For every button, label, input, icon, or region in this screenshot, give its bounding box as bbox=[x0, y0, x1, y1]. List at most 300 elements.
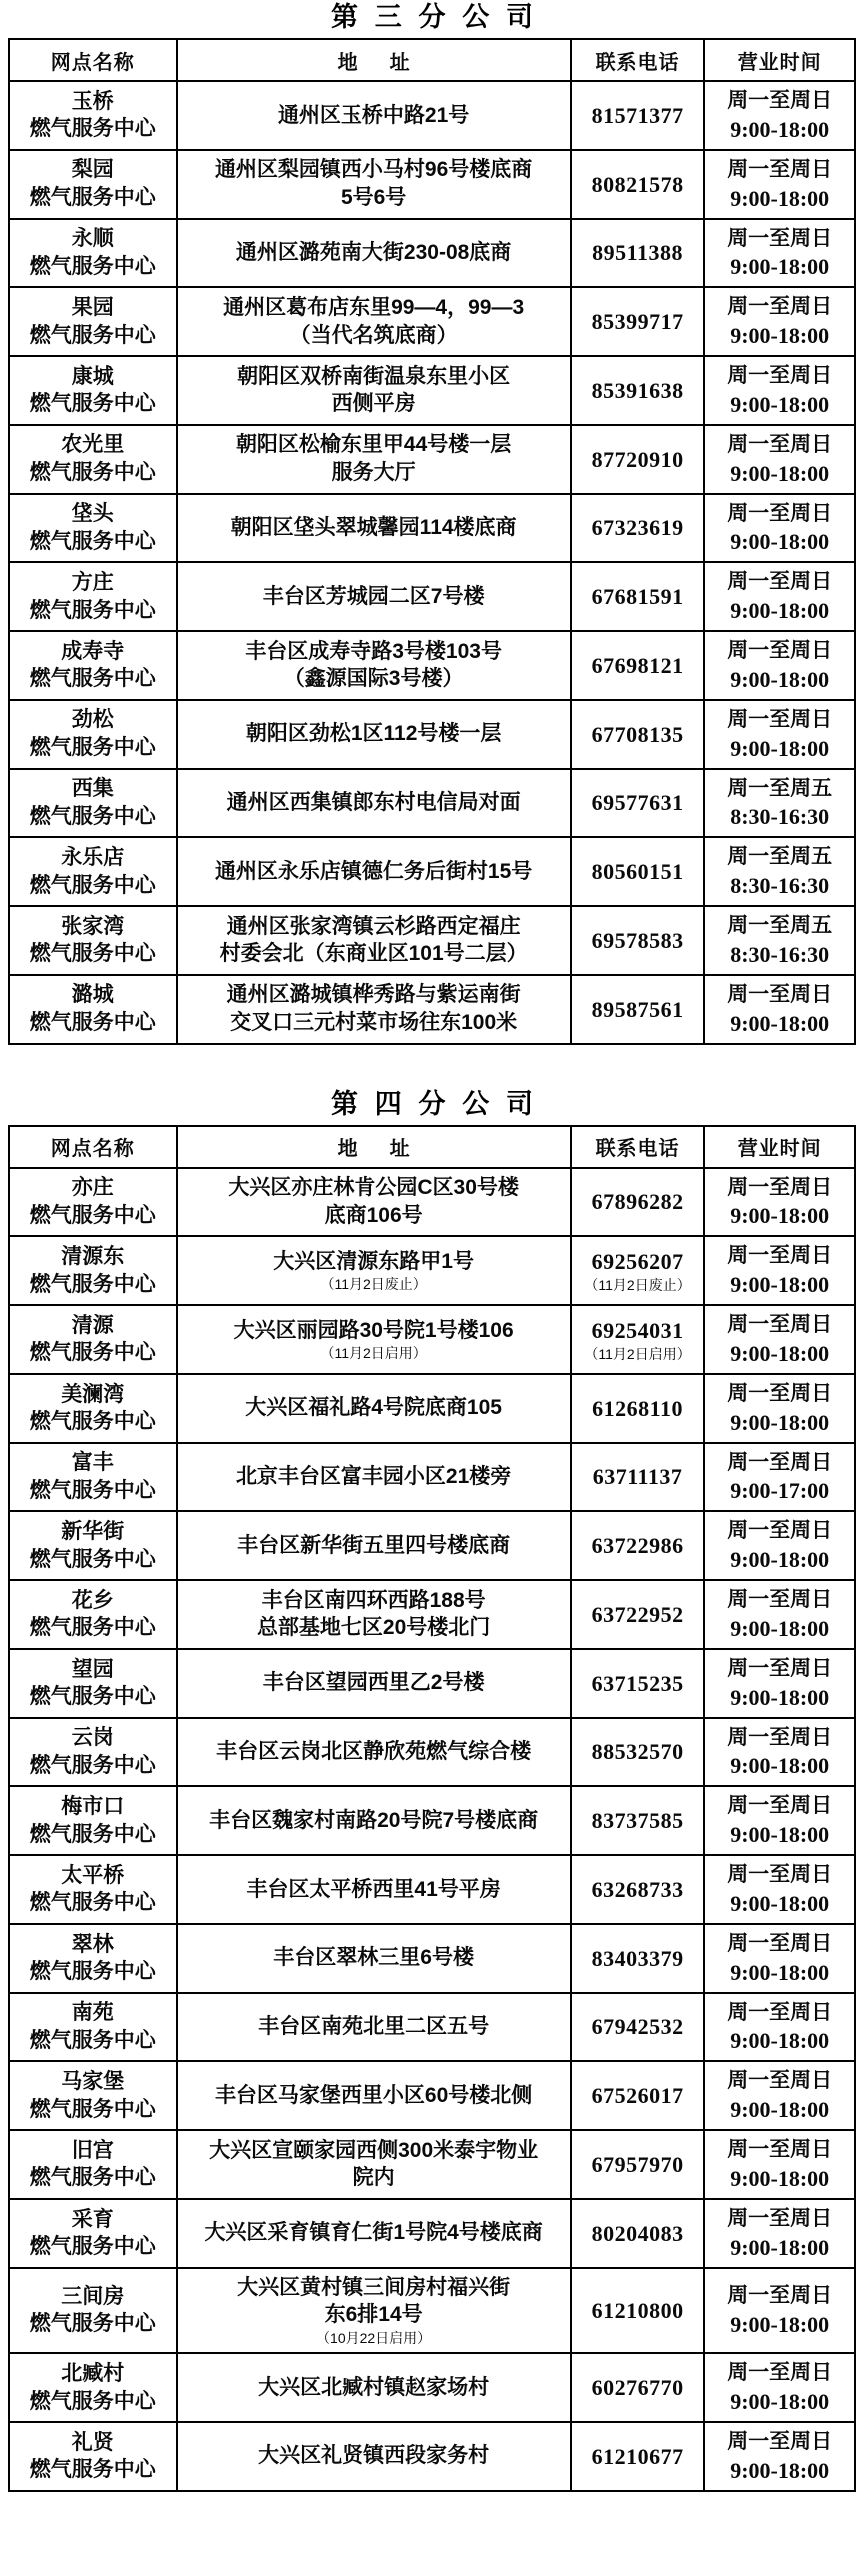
phone-number: 80821578 bbox=[591, 171, 684, 197]
site-name-suffix: 燃气服务中心 bbox=[29, 2235, 156, 2259]
site-name-suffix: 燃气服务中心 bbox=[29, 1341, 156, 1365]
site-name: 云岗 bbox=[71, 1726, 114, 1750]
site-name: 旧宫 bbox=[71, 2138, 114, 2162]
table-row bbox=[9, 700, 855, 769]
address-line: 通州区西集镇郎东村电信局对面 bbox=[226, 791, 521, 815]
table-row bbox=[9, 562, 855, 631]
phone-number: 83737585 bbox=[591, 1808, 684, 1834]
site-name: 新华街 bbox=[61, 1520, 125, 1543]
hours-days: 周一至周日 bbox=[727, 639, 833, 663]
hours-days: 周一至周日 bbox=[727, 295, 833, 319]
hours-cell bbox=[704, 631, 855, 700]
table-row bbox=[9, 2199, 855, 2268]
phone-number: 85391638 bbox=[591, 377, 684, 403]
address-line: 丰台区马家堡西里小区60号楼北侧 bbox=[214, 2083, 533, 2107]
address-line: 丰台区望园西里乙2号楼 bbox=[262, 1671, 485, 1695]
address-cell bbox=[177, 1374, 571, 1443]
hours-cell bbox=[704, 1993, 855, 2062]
site-name-cell bbox=[9, 631, 177, 700]
phone-number: 67526017 bbox=[591, 2083, 684, 2109]
phone-cell bbox=[571, 1511, 705, 1580]
site-name-cell bbox=[9, 219, 177, 288]
table-row bbox=[9, 2422, 855, 2491]
phone-cell bbox=[571, 2353, 705, 2422]
hours-time: 9:00-18:00 bbox=[730, 1615, 830, 1641]
phone-cell bbox=[571, 906, 705, 975]
hours-cell bbox=[704, 975, 855, 1044]
hours-days: 周一至周日 bbox=[727, 157, 833, 181]
site-name: 果园 bbox=[71, 295, 114, 319]
branch3-section bbox=[8, 2, 856, 1045]
hours-time: 9:00-18:00 bbox=[730, 1272, 830, 1298]
address-cell bbox=[177, 1236, 571, 1305]
site-name-suffix: 燃气服务中心 bbox=[29, 1753, 156, 1777]
hours-time: 9:00-18:00 bbox=[730, 1409, 830, 1435]
address-line: 大兴区采育镇育仁街1号院4号楼底商 bbox=[204, 2221, 543, 2245]
site-name-suffix: 燃气服务中心 bbox=[29, 2028, 156, 2052]
hours-cell bbox=[704, 2061, 855, 2130]
phone-number: 87720910 bbox=[591, 446, 684, 472]
site-name-cell bbox=[9, 1718, 177, 1787]
hours-time: 9:00-18:00 bbox=[730, 1010, 830, 1036]
site-name-cell bbox=[9, 1443, 177, 1512]
address-line: 朝阳区垡头翠城馨园114楼底商 bbox=[230, 516, 517, 540]
hours-days: 周一至周日 bbox=[727, 1794, 833, 1818]
hours-cell bbox=[704, 837, 855, 906]
site-name: 采育 bbox=[71, 2207, 114, 2231]
hours-time: 8:30-16:30 bbox=[730, 804, 830, 830]
site-name-suffix: 燃气服务中心 bbox=[29, 1685, 156, 1709]
phone-number: 63711137 bbox=[592, 1464, 683, 1490]
col-header-site-name: 网点名称 bbox=[9, 1126, 177, 1168]
site-name-suffix: 燃气服务中心 bbox=[29, 323, 156, 347]
hours-cell bbox=[704, 1511, 855, 1580]
site-name-cell bbox=[9, 562, 177, 631]
address-cell bbox=[177, 1649, 571, 1718]
site-name-suffix: 燃气服务中心 bbox=[29, 392, 156, 416]
phone-number: 67957970 bbox=[591, 2151, 684, 2177]
address-note: （11月2日启用） bbox=[320, 1345, 427, 1362]
site-name: 永顺 bbox=[71, 227, 114, 251]
site-name-cell bbox=[9, 2353, 177, 2422]
hours-days: 周一至周日 bbox=[727, 2284, 833, 2308]
phone-cell bbox=[571, 1718, 705, 1787]
table-row bbox=[9, 150, 855, 219]
address-line: 大兴区清源东路甲1号 bbox=[273, 1249, 474, 1273]
address-cell bbox=[177, 494, 571, 563]
header-row bbox=[9, 39, 855, 81]
address-line: 北京丰台区富丰园小区21楼旁 bbox=[235, 1465, 512, 1489]
site-name-suffix: 燃气服务中心 bbox=[29, 1891, 156, 1915]
phone-number: 88532570 bbox=[591, 1739, 684, 1765]
hours-time: 9:00-18:00 bbox=[730, 1959, 830, 1985]
site-name-suffix: 燃气服务中心 bbox=[29, 2166, 156, 2190]
site-name-suffix: 燃气服务中心 bbox=[29, 2097, 156, 2121]
table-row bbox=[9, 906, 855, 975]
site-name: 清源东 bbox=[61, 1245, 125, 1268]
site-name-suffix: 燃气服务中心 bbox=[29, 1616, 156, 1640]
site-name: 梨园 bbox=[71, 158, 114, 182]
site-name-suffix: 燃气服务中心 bbox=[29, 804, 156, 828]
table-row bbox=[9, 1855, 855, 1924]
table-row bbox=[9, 2061, 855, 2130]
hours-cell bbox=[704, 1580, 855, 1649]
site-name: 三间房 bbox=[61, 2284, 125, 2308]
hours-time: 9:00-18:00 bbox=[730, 254, 830, 280]
phone-note: （11月2日启用） bbox=[584, 1345, 691, 1362]
site-name: 亦庄 bbox=[71, 1176, 114, 1200]
address-cell bbox=[177, 700, 571, 769]
phone-cell bbox=[571, 1374, 705, 1443]
address-line: 通州区玉桥中路21号 bbox=[277, 103, 470, 127]
address-line: 大兴区北臧村镇赵家场村 bbox=[258, 2375, 490, 2399]
phone-number: 67681591 bbox=[591, 584, 684, 610]
site-name-suffix: 燃气服务中心 bbox=[29, 2389, 156, 2413]
phone-number: 61210677 bbox=[591, 2443, 684, 2469]
hours-cell bbox=[704, 1305, 855, 1374]
site-name-cell bbox=[9, 2422, 177, 2491]
hours-cell bbox=[704, 2422, 855, 2491]
phone-cell bbox=[571, 562, 705, 631]
phone-number: 89587561 bbox=[591, 996, 684, 1022]
phone-number: 63268733 bbox=[591, 1876, 684, 1902]
site-name: 富丰 bbox=[71, 1451, 114, 1475]
phone-number: 60276770 bbox=[591, 2375, 684, 2401]
site-name: 垡头 bbox=[71, 502, 114, 526]
hours-time: 9:00-18:00 bbox=[730, 185, 830, 211]
phone-cell bbox=[571, 975, 705, 1044]
hours-cell bbox=[704, 287, 855, 356]
address-line: 丰台区太平桥西里41号平房 bbox=[246, 1877, 501, 1901]
hours-cell bbox=[704, 2268, 855, 2354]
site-name-cell bbox=[9, 906, 177, 975]
col-header-hours: 营业时间 bbox=[704, 1126, 855, 1168]
table-row bbox=[9, 81, 855, 150]
hours-cell bbox=[704, 356, 855, 425]
hours-time: 9:00-18:00 bbox=[730, 2097, 830, 2123]
phone-cell bbox=[571, 1236, 705, 1305]
phone-cell bbox=[571, 2268, 705, 2354]
address-line: 朝阳区松榆东里甲44号楼一层 bbox=[235, 433, 512, 457]
hours-days: 周一至周日 bbox=[727, 1244, 833, 1268]
address-line: 大兴区礼贤镇西段家务村 bbox=[258, 2444, 490, 2468]
address-line: 总部基地七区20号楼北门 bbox=[256, 1616, 491, 1640]
site-name-suffix: 燃气服务中心 bbox=[29, 1960, 156, 1984]
col-header-address: 地址 bbox=[177, 39, 571, 81]
address-line: 院内 bbox=[352, 2166, 395, 2190]
table-row bbox=[9, 2130, 855, 2199]
hours-days: 周一至周日 bbox=[727, 1656, 833, 1680]
table-row bbox=[9, 356, 855, 425]
site-name-cell bbox=[9, 81, 177, 150]
address-cell bbox=[177, 81, 571, 150]
hours-time: 9:00-18:00 bbox=[730, 2311, 830, 2337]
address-cell bbox=[177, 769, 571, 838]
col-header-site-name: 网点名称 bbox=[9, 39, 177, 81]
phone-number: 63722952 bbox=[591, 1601, 684, 1627]
address-cell bbox=[177, 1443, 571, 1512]
hours-cell bbox=[704, 769, 855, 838]
table-row bbox=[9, 287, 855, 356]
site-name-suffix: 燃气服务中心 bbox=[29, 1203, 156, 1227]
hours-days: 周一至周日 bbox=[727, 2138, 833, 2162]
site-name: 潞城 bbox=[71, 983, 114, 1007]
site-name: 玉桥 bbox=[71, 89, 114, 113]
phone-cell bbox=[571, 2422, 705, 2491]
table-row bbox=[9, 1580, 855, 1649]
site-name-suffix: 燃气服务中心 bbox=[29, 873, 156, 897]
address-line: 通州区梨园镇西小马村96号楼底商 bbox=[214, 158, 533, 182]
hours-time: 9:00-18:00 bbox=[730, 460, 830, 486]
hours-days: 周一至周日 bbox=[727, 1381, 833, 1405]
site-name-suffix: 燃气服务中心 bbox=[29, 186, 156, 210]
hours-time: 9:00-18:00 bbox=[730, 2457, 830, 2483]
site-name: 康城 bbox=[71, 364, 114, 388]
hours-cell bbox=[704, 562, 855, 631]
table-row bbox=[9, 1443, 855, 1512]
phone-number: 69254031 bbox=[591, 1317, 684, 1343]
hours-cell bbox=[704, 425, 855, 494]
table-row bbox=[9, 1786, 855, 1855]
phone-number: 80204083 bbox=[591, 2220, 684, 2246]
branch3-title: 第三分公司 bbox=[331, 2, 550, 32]
address-line: 丰台区魏家村南路20号院7号楼底商 bbox=[209, 1808, 539, 1832]
hours-days: 周一至周日 bbox=[727, 2206, 833, 2230]
phone-number: 85399717 bbox=[591, 309, 684, 335]
phone-cell bbox=[571, 700, 705, 769]
col-header-phone: 联系电话 bbox=[571, 1126, 705, 1168]
hours-time: 9:00-18:00 bbox=[730, 2388, 830, 2414]
phone-number: 81571377 bbox=[591, 102, 684, 128]
phone-number: 69578583 bbox=[591, 927, 684, 953]
address-line: 大兴区福礼路4号院底商105 bbox=[245, 1396, 502, 1420]
address-line: 丰台区南苑北里二区五号 bbox=[258, 2015, 490, 2039]
site-name: 北臧村 bbox=[61, 2361, 125, 2385]
address-line: 东6排14号 bbox=[324, 2303, 423, 2327]
hours-days: 周一至周日 bbox=[727, 1175, 833, 1199]
address-line: 大兴区黄村镇三间房村福兴街 bbox=[237, 2275, 511, 2299]
site-name: 马家堡 bbox=[61, 2070, 125, 2093]
phone-number: 80560151 bbox=[591, 859, 684, 885]
phone-number: 63722986 bbox=[591, 1533, 684, 1559]
site-name: 农光里 bbox=[61, 433, 125, 457]
site-name-cell bbox=[9, 1993, 177, 2062]
phone-number: 63715235 bbox=[591, 1670, 684, 1696]
hours-cell bbox=[704, 1236, 855, 1305]
address-cell bbox=[177, 1305, 571, 1374]
site-name: 望园 bbox=[71, 1657, 114, 1681]
address-line: 朝阳区劲松1区112号楼一层 bbox=[245, 722, 502, 746]
branch3-table bbox=[8, 38, 856, 1045]
hours-time: 8:30-16:30 bbox=[730, 941, 830, 967]
address-cell bbox=[177, 287, 571, 356]
address-line: （鑫源国际3号楼） bbox=[283, 667, 464, 691]
hours-time: 9:00-18:00 bbox=[730, 1203, 830, 1229]
phone-number: 67942532 bbox=[591, 2014, 684, 2040]
col-header-phone: 联系电话 bbox=[571, 39, 705, 81]
table-row bbox=[9, 1993, 855, 2062]
site-name-suffix: 燃气服务中心 bbox=[29, 1822, 156, 1846]
address-line: 底商106号 bbox=[324, 1203, 423, 1227]
address-line: 西侧平房 bbox=[331, 392, 416, 416]
address-line: 通州区潞苑南大街230-08底商 bbox=[235, 241, 512, 265]
hours-days: 周一至周日 bbox=[727, 432, 833, 456]
header-row bbox=[9, 1126, 855, 1168]
branch4-table-body bbox=[9, 1168, 855, 2491]
hours-cell bbox=[704, 1855, 855, 1924]
address-cell bbox=[177, 1511, 571, 1580]
hours-days: 周一至周日 bbox=[727, 1313, 833, 1337]
phone-cell bbox=[571, 494, 705, 563]
phone-cell bbox=[571, 1649, 705, 1718]
table-row bbox=[9, 494, 855, 563]
site-name-cell bbox=[9, 1855, 177, 1924]
phone-cell bbox=[571, 219, 705, 288]
site-name-suffix: 燃气服务中心 bbox=[29, 1410, 156, 1434]
phone-cell bbox=[571, 150, 705, 219]
phone-number: 67323619 bbox=[591, 515, 684, 541]
phone-cell bbox=[571, 1305, 705, 1374]
table-row bbox=[9, 1924, 855, 1993]
site-name-cell bbox=[9, 1374, 177, 1443]
phone-number: 69256207 bbox=[591, 1249, 684, 1275]
address-line: 通州区潞城镇桦秀路与紫运南街 bbox=[226, 983, 521, 1007]
hours-days: 周一至周日 bbox=[727, 501, 833, 525]
hours-days: 周一至周五 bbox=[727, 776, 833, 800]
phone-number: 61268110 bbox=[592, 1395, 683, 1421]
branch3-table-head bbox=[9, 39, 855, 81]
address-cell bbox=[177, 1718, 571, 1787]
hours-time: 9:00-18:00 bbox=[730, 598, 830, 624]
hours-time: 9:00-18:00 bbox=[730, 2234, 830, 2260]
address-cell bbox=[177, 356, 571, 425]
address-line: 通州区张家湾镇云杉路西定福庄 bbox=[226, 914, 521, 938]
address-cell bbox=[177, 562, 571, 631]
table-row bbox=[9, 1168, 855, 1237]
phone-cell bbox=[571, 2130, 705, 2199]
site-name-suffix: 燃气服务中心 bbox=[29, 598, 156, 622]
site-name-cell bbox=[9, 1786, 177, 1855]
hours-time: 9:00-18:00 bbox=[730, 116, 830, 142]
hours-cell bbox=[704, 81, 855, 150]
table-row bbox=[9, 837, 855, 906]
table-row bbox=[9, 219, 855, 288]
hours-cell bbox=[704, 906, 855, 975]
hours-time: 9:00-18:00 bbox=[730, 391, 830, 417]
hours-cell bbox=[704, 1718, 855, 1787]
site-name-suffix: 燃气服务中心 bbox=[29, 667, 156, 691]
address-line: 通州区永乐店镇德仁务后街村15号 bbox=[214, 859, 533, 883]
site-name: 花乡 bbox=[71, 1588, 114, 1612]
site-name: 礼贤 bbox=[71, 2430, 114, 2454]
address-line: 村委会北（东商业区101号二层） bbox=[219, 942, 528, 966]
site-name-cell bbox=[9, 769, 177, 838]
site-name: 张家湾 bbox=[61, 914, 125, 938]
phone-cell bbox=[571, 2061, 705, 2130]
site-name-cell bbox=[9, 1924, 177, 1993]
table-row bbox=[9, 1718, 855, 1787]
address-cell bbox=[177, 1168, 571, 1237]
site-name: 梅市口 bbox=[61, 1795, 125, 1818]
hours-time: 9:00-18:00 bbox=[730, 1822, 830, 1848]
address-note: （11月2日废止） bbox=[320, 1276, 427, 1293]
hours-time: 9:00-18:00 bbox=[730, 1684, 830, 1710]
site-name-suffix: 燃气服务中心 bbox=[29, 254, 156, 278]
branch4-table bbox=[8, 1125, 856, 2492]
hours-cell bbox=[704, 1443, 855, 1512]
address-cell bbox=[177, 425, 571, 494]
phone-number: 83403379 bbox=[591, 1945, 684, 1971]
address-cell bbox=[177, 1993, 571, 2062]
address-line: 丰台区云岗北区静欣苑燃气综合楼 bbox=[216, 1740, 532, 1764]
hours-days: 周一至周日 bbox=[727, 2000, 833, 2024]
hours-days: 周一至周日 bbox=[727, 1519, 833, 1543]
address-cell bbox=[177, 631, 571, 700]
hours-days: 周一至周日 bbox=[727, 1588, 833, 1612]
hours-days: 周一至周日 bbox=[727, 226, 833, 250]
hours-time: 9:00-18:00 bbox=[730, 1890, 830, 1916]
site-name: 翠林 bbox=[71, 1932, 114, 1956]
site-name-suffix: 燃气服务中心 bbox=[29, 1272, 156, 1296]
site-name-suffix: 燃气服务中心 bbox=[29, 1478, 156, 1502]
address-cell bbox=[177, 1855, 571, 1924]
hours-days: 周一至周日 bbox=[727, 2069, 833, 2093]
phone-note: （11月2日废止） bbox=[584, 1277, 691, 1294]
hours-cell bbox=[704, 1168, 855, 1237]
site-name-cell bbox=[9, 1511, 177, 1580]
site-name-suffix: 燃气服务中心 bbox=[29, 461, 156, 485]
phone-number: 67708135 bbox=[591, 721, 684, 747]
table-row bbox=[9, 425, 855, 494]
site-name-cell bbox=[9, 2130, 177, 2199]
phone-cell bbox=[571, 1993, 705, 2062]
address-line: 丰台区芳城园二区7号楼 bbox=[262, 584, 485, 608]
phone-cell bbox=[571, 1855, 705, 1924]
address-line: 丰台区成寿寺路3号楼103号 bbox=[245, 639, 502, 663]
phone-number: 67698121 bbox=[591, 652, 684, 678]
hours-cell bbox=[704, 700, 855, 769]
phone-cell bbox=[571, 356, 705, 425]
site-name-suffix: 燃气服务中心 bbox=[29, 1011, 156, 1035]
phone-number: 89511388 bbox=[592, 240, 683, 266]
hours-time: 9:00-18:00 bbox=[730, 1753, 830, 1779]
site-name: 南苑 bbox=[71, 2001, 114, 2025]
site-name: 美澜湾 bbox=[61, 1382, 125, 1406]
address-cell bbox=[177, 2061, 571, 2130]
hours-days: 周一至周日 bbox=[727, 1450, 833, 1474]
site-name-suffix: 燃气服务中心 bbox=[29, 529, 156, 553]
site-name-cell bbox=[9, 2199, 177, 2268]
site-name: 清源 bbox=[71, 1313, 114, 1337]
site-name: 西集 bbox=[71, 777, 114, 801]
table-row bbox=[9, 1305, 855, 1374]
table-row bbox=[9, 1374, 855, 1443]
hours-cell bbox=[704, 219, 855, 288]
hours-days: 周一至周五 bbox=[727, 845, 833, 869]
hours-cell bbox=[704, 1786, 855, 1855]
site-name-cell bbox=[9, 356, 177, 425]
phone-cell bbox=[571, 81, 705, 150]
site-name-cell bbox=[9, 975, 177, 1044]
phone-cell bbox=[571, 1580, 705, 1649]
site-name-suffix: 燃气服务中心 bbox=[29, 117, 156, 141]
hours-cell bbox=[704, 494, 855, 563]
phone-cell bbox=[571, 631, 705, 700]
site-name-cell bbox=[9, 2061, 177, 2130]
hours-time: 9:00-18:00 bbox=[730, 1547, 830, 1573]
site-name-cell bbox=[9, 1580, 177, 1649]
address-line: 大兴区宣颐家园西侧300米泰宇物业 bbox=[209, 2138, 539, 2162]
